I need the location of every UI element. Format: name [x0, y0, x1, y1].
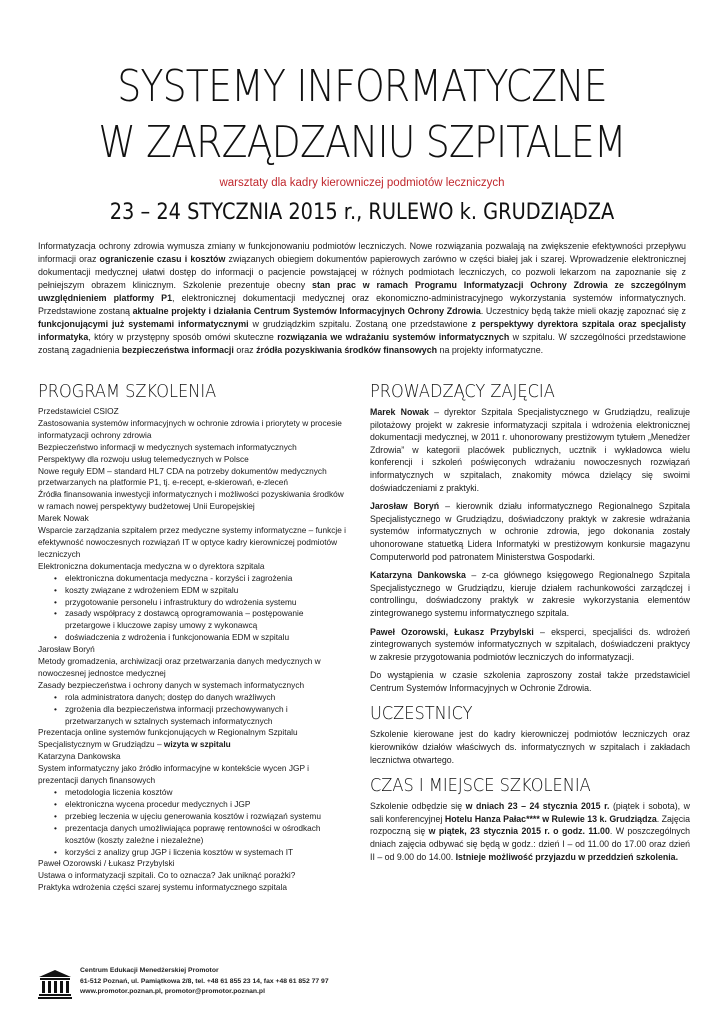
speaker-name: Marek Nowak	[38, 513, 89, 524]
participants-text: Szkolenie kierowane jest do kadry kierowniczej podmiotów leczniczych oraz kierowników działów właściwych ds. informatycznych w szpitalach i zakładach lecznictwa otwartego.	[370, 729, 690, 765]
list-item: • przebieg leczenia w ujęciu generowania kosztów i rozwiązań systemu	[54, 811, 348, 823]
list-item: • prezentacja danych umożliwiająca poprawę rentowności w ośrodkach kosztów (koszty zależne i niezależne)	[54, 823, 348, 847]
program-block-csioz	[38, 406, 348, 513]
program-line: Wsparcie zarządzania szpitalem przez medyczne systemy informatyczne – funkcje i efektywność nowoczesnych rozwiązań IT w optyce kadry kierowniczej podmiotów leczniczych	[38, 525, 347, 559]
program-line: Bezpieczeństwo informacji w medycznych systemach informatycznych	[38, 441, 297, 452]
program-block-nowak	[38, 513, 348, 644]
instructor-bio: Jarosław Boryń – kierownik działu informatycznego Regionalnego Szpitala Specjalistycznego w Grudziądzu, doświadczony praktyk w zakresie wdrażania systemów informatycznych w ochronie zdrowia, jego dokonania zostały uhonorowane statuetką Lidera Informatyki w prestiżowym konkursie magazynu Computerworld pod patronatem Ministerstwa Gospodarki.	[370, 501, 690, 562]
uczestnicy-heading: UCZESTNICY	[370, 703, 473, 725]
program-line: Źródła finansowania inwestycji informatycznych i możliwości pozyskiwania środków w ramach nowej perspektywy budżetowej Unii Europejskiej	[38, 489, 344, 512]
bullet-list	[54, 692, 348, 728]
program-line: Metody gromadzenia, archiwizacji oraz przetwarzania danych medycznych w nowoczesnej jednostce medycznej	[38, 656, 321, 678]
program-block-dankowska	[38, 751, 348, 858]
list-item: • koszty związane z wdrożeniem EDM w szpitalu	[54, 585, 348, 597]
instructor-bio: Paweł Ozorowski, Łukasz Przybylski – eksperci, specjaliści ds. wdrożeń zintegrowanych systemów informatycznych w szpitalach, doświadczeni praktycy w zakresie przygotowania podmiotów leczniczych do informatyzacji.	[370, 626, 691, 662]
institution-building-icon	[38, 969, 72, 999]
list-item: • korzyści z analizy grup JGP i liczenia kosztów w systemach IT	[54, 847, 348, 859]
program-block-ozorowski	[38, 858, 348, 894]
program-line: Zastosowania systemów informacyjnych w ochronie zdrowia i priorytety w procesie informatyzacji ochrony zdrowia	[38, 417, 342, 440]
subtitle: warsztaty dla kadry kierowniczej podmiotów leczniczych	[219, 177, 505, 189]
instructor-bio: Marek Nowak – dyrektor Szpitala Specjalistycznego w Grudziądzu, realizuje pilotażowy projekt w zakresie informatyzacji szpitala i wdrożenia elektronicznej dokumentacji medycznej, w 2011 r. uhonorowany prestiżowym tytułem „Menedżer Zdrowia” w kategorii placówek publicznych, ucztnik i wykładowca wielu konferencji i szkoleń poświęconych wdrażaniu nowoczesnych rozwiązań informatycznych w szpitalach, znakomity mówca dzielący się swoimi doświadczeniami z praktyki.	[370, 407, 691, 493]
program-line: System informatyczny jako źródło informacyjne w kontekście wycen JGP i prezentacji danych finansowych	[38, 763, 309, 786]
list-item: • zasady współpracy z dostawcą oprogramowania – postępowanie przetargowe i kluczowe zapisy umowy z wykonawcą	[54, 608, 348, 632]
event-date-location: 23 – 24 STYCZNIA 2015 r., RULEWO k. GRUDZIĄDZA	[109, 200, 615, 225]
list-item: • zgrożenia dla bezpieczeństwa informacji przechowywanych i przetwarzanych w sztalnych systemach informatycznych	[54, 704, 348, 728]
speaker-name: Jarosław Boryń	[38, 644, 95, 655]
footer	[38, 966, 438, 1016]
speaker-name: Przedstawiciel CSIOZ	[38, 406, 119, 416]
program-line: Prezentacja online systemów funkcjonujących w Regionalnym Szpitalu Specjalistycznym w Grudziądzu – wizyta w szpitalu	[38, 727, 298, 750]
speaker-name: Katarzyna Dankowska	[38, 751, 121, 762]
speaker-name: Paweł Ozorowski / Łukasz Przybylski	[38, 858, 175, 869]
program-line: Elektroniczna dokumentacja medyczna w o dyrektora szpitala	[38, 560, 265, 571]
program-line: Perspektywy dla rozwoju usług telemedycznych w Polsce	[38, 453, 249, 464]
title-line-1: SYSTEMY INFORMATYCZNE	[117, 61, 607, 112]
list-item: • elektroniczna wycena procedur medycznych i JGP	[54, 799, 348, 811]
instructors-list	[370, 406, 690, 694]
list-item: • elektroniczna dokumentacja medyczna - korzyści i zagrożenia	[54, 573, 348, 585]
title-line-2: W ZARZĄDZANIU SZPITALEM	[98, 117, 626, 168]
program-line: Praktyka wdrożenia części szarej systemu informatycznego szpitala	[38, 882, 288, 893]
footer-address: 61-512 Poznań, ul. Pamiątkowa 2/8, tel. +48 61 855 23 14, fax +48 61 852 77 97	[80, 977, 329, 985]
prowadzacy-heading: PROWADZĄCY ZAJĘCIA	[370, 381, 555, 402]
list-item: • przygotowanie personelu i infrastruktury do wdrożenia systemu	[54, 597, 348, 609]
footer-web-link[interactable]: www.promotor.poznan.pl, promotor@promotor.poznan.pl	[80, 988, 265, 995]
program-line: Nowe reguły EDM – standard HL7 CDA na potrzeby dokumentów medycznych przetwarzanych na platformie P1, tj. e-recept, e-skierowań, e-zleceń	[38, 465, 327, 488]
bullet-list	[54, 787, 348, 858]
program-line: Ustawa o informatyzacji szpitali. Co to oznacza? Jak uniknąć porażki?	[38, 870, 296, 881]
program-column	[38, 380, 348, 894]
list-item: • doświadczenia z wdrożenia i funkcjonowania EDM w szpitalu	[54, 632, 348, 644]
program-block-boryn	[38, 644, 348, 751]
intro-paragraph: Informatyzacja ochrony zdrowia wymusza zmiany w funkcjonowaniu podmiotów leczniczych. Nowe rozwiązania pozwalają na zwiększenie efektywności przepływu informacji oraz ograniczenie czasu i kosztów związanych obiegiem dokumentów papierowych zarówno w części białej jak i szarej. Wprowadzenie elektronicznej dokumentacji medycznej ułatwi dostęp do informacji o pacjencie powstającej w różnych podmiotach leczniczych, co pozwoli lekarzom na zapoznanie się z pełniejszym obrazem klinicznym. Szkolenie prezentuje obecny stan prac w ramach Programu Informatyzacji Ochrony Zdrowia ze szczególnym uwzględnieniem platformy P1, elektronicznej dokumentacji medycznej oraz ekonomiczno-administracyjnego wykorzystania systemów informatycznych. Przedstawione zostaną aktualne projekty i działania Centrum Systemów Informacyjnych Ochrony Zdrowia. Uczestnicy będą także mieli okazję zapoznać się z funkcjonującymi już systemami informatycznymi w grudziądzkim szpitalu. Zostaną one przedstawione z perspektywy dyrektora szpitala oraz specjalisty informatyka, który w przystępny sposób omówi skuteczne rozwiązania we wdrażaniu systemów informatycznych w szpitalu. W szczególności przedstawione zostaną zagadnienia bezpieczeństwa informacji oraz źródła pozyskiwania środków finansowych na projekty informatyczne.	[38, 241, 686, 355]
program-line: Zasady bezpieczeństwa i ochrony danych w systemach informatycznych	[38, 679, 305, 690]
program-heading: PROGRAM SZKOLENIA	[38, 381, 217, 402]
bullet-list	[54, 573, 348, 644]
time-place-text: Szkolenie odbędzie się w dniach 23 – 24 stycznia 2015 r. (piątek i sobota), w sali konferencyjnej Hotelu Hanza Pałac**** w Rulewie 13 k. Grudziądza. Zajęcia rozpoczną się w piątek, 23 stycznia 2015 r. o godz. 11.00. W poszczególnych dniach zajęcia odbywać się będą w godz.: dzień I – od 11.00 do 17.00 oraz dzień II – od 9.00 do 14.00. Istnieje możliwość przyjazdu w przeddzień szkolenia.	[370, 801, 691, 862]
footer-text	[80, 966, 329, 998]
list-item: • rola administratora danych; dostęp do danych wrażliwych	[54, 692, 348, 704]
list-item: • metodologia liczenia kosztów	[54, 787, 348, 799]
footer-org: Centrum Edukacji Menedżerskiej Promotor	[80, 967, 219, 974]
info-column	[370, 380, 690, 869]
czas-heading: CZAS I MIEJSCE SZKOLENIA	[370, 775, 591, 797]
instructor-bio: Katarzyna Dankowska – z-ca głównego księgowego Regionalnego Szpitala Specjalistycznego w Grudziądzu, kieruje działem rachunkowości zarządczej i controllingu, doświadczony praktyk w zakresie wykorzystania elementów zintegrowanego systemu informatycznego szpitala.	[370, 570, 690, 618]
instructor-note: Do wystąpienia w czasie szkolenia zaproszony został także przedstawiciel Centrum Systemów Informacyjnych w Ochronie Zdrowia.	[370, 670, 690, 693]
